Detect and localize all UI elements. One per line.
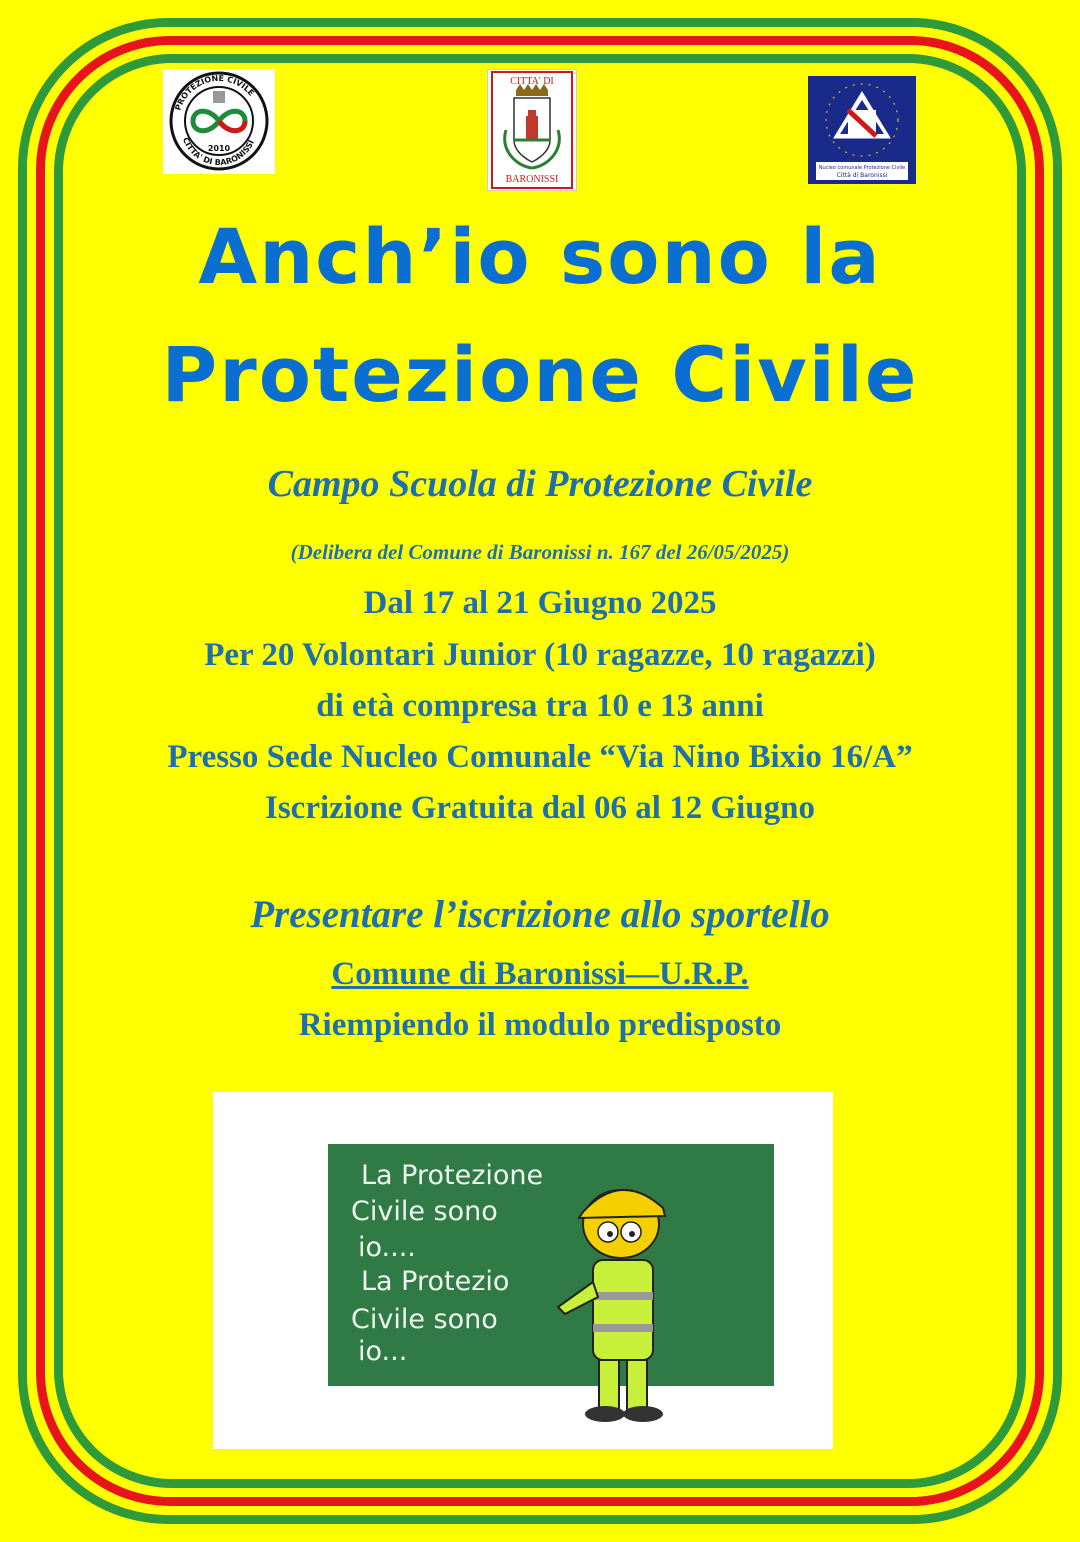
logo-year: 2010 [207,144,231,153]
svg-text:CITTA' DI BARONISSI: CITTA' DI BARONISSI [180,136,256,168]
office-link: Comune di Baronissi—U.R.P. [331,956,749,992]
form-note: Riempiendo il modulo predisposto [298,1007,782,1043]
age-range: di età compresa tra 10 e 13 anni [316,688,764,724]
board-line: Civile sono [351,1196,498,1227]
delibera-note: (Delibera del Comune di Baronissi n. 167 del 26/05/2025) [290,540,790,564]
location: Presso Sede Nucleo Comunale “Via Nino Bixio 16/A” [167,739,913,775]
cartoon-illustration [213,1092,833,1449]
crest-bottom-text: BARONISSI [505,174,559,185]
protezione-civile-baronissi-logo [163,69,275,174]
board-line: io... [358,1336,408,1367]
participants: Per 20 Volontari Junior (10 ragazze, 10 ragazzi) [204,637,876,673]
svg-text:PROTEZIONE CIVILE: PROTEZIONE CIVILE [173,73,256,112]
board-line: La Protezione [361,1160,544,1191]
office-name [60,956,1020,993]
board-line: La Protezio [361,1266,510,1297]
event-dates: Dal 17 al 21 Giugno 2025 [363,585,717,621]
region-line2: Città di Baronissi [836,172,888,179]
registration-period: Iscrizione Gratuita dal 06 al 12 Giugno [264,790,815,826]
board-line: Civile sono [351,1304,498,1335]
crest-top-text: CITTA' DI [510,76,554,87]
subtitle: Campo Scuola di Protezione Civile [267,463,813,505]
poster-title-line1: Anch’io sono la [198,212,882,301]
present-heading: Presentare l’iscrizione allo sportello [250,893,830,936]
region-line1: Nucleo comunale Protezione Civile [818,165,906,171]
poster-title-line2: Protezione Civile [161,330,919,419]
board-line: io.... [358,1232,416,1263]
citta-di-baronissi-crest [487,69,577,191]
protezione-civile-campania-logo [808,76,916,184]
